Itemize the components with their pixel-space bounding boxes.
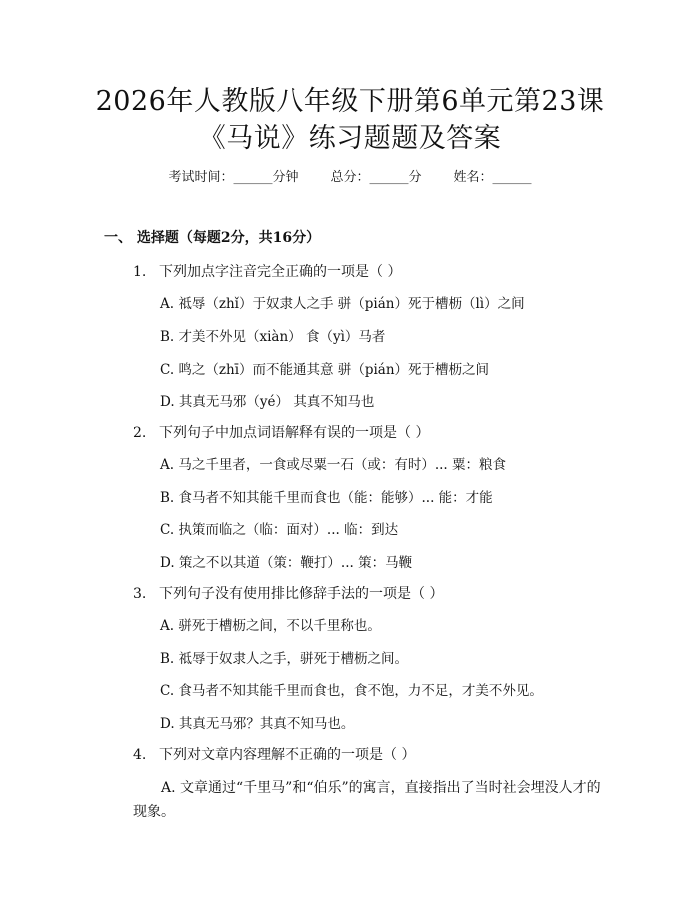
exam-name-field: 姓名：______: [453, 170, 532, 185]
question-number: 1.: [133, 264, 147, 280]
question-1-option-b: B. 才美不外见（xiàn） 食（yì）马者: [160, 329, 386, 345]
question-2-option-c: C. 执策而临之（临：面对）... 临：到达: [160, 522, 399, 538]
question-number: 3.: [133, 586, 147, 602]
document-title-line-1: 2026年人教版八年级下册第6单元第23课: [95, 86, 605, 117]
question-3-option-a: A. 骈死于槽枥之间，不以千里称也。: [160, 618, 381, 634]
question-1: [133, 262, 401, 282]
question-1-option-a: A. 祗辱（zhǐ）于奴隶人之手 骈（pián）死于槽枥（lì）之间: [160, 296, 525, 312]
question-number: 4.: [133, 747, 147, 763]
question-number: 2.: [133, 425, 147, 441]
question-text: 下列对文章内容理解不正确的一项是（ ）: [159, 747, 416, 763]
question-3-option-b: B. 祗辱于奴隶人之手，骈死于槽枥之间。: [160, 651, 409, 667]
question-3: [133, 584, 443, 604]
question-2-option-b: B. 食马者不知其能千里而食也（能：能够）... 能：才能: [160, 490, 493, 506]
exam-time-field: 考试时间：______分钟: [168, 170, 299, 185]
question-2: [133, 423, 429, 443]
exam-score-field: 总分：______分: [330, 170, 422, 185]
question-4: [133, 745, 415, 765]
question-1-option-c: C. 鸣之（zhī）而不能通其意 骈（pián）死于槽枥之间: [160, 362, 490, 378]
section-heading: 一、 选择题（每题2分，共16分）: [104, 230, 321, 246]
exam-meta: [0, 168, 700, 188]
question-2-option-a: A. 马之千里者，一食或尽粟一石（或：有时）... 粟：粮食: [160, 457, 506, 473]
question-4-option-a: A. 文章通过“千里马”和“伯乐”的寓言，直接指出了当时社会埋没人才的现象。: [133, 780, 601, 820]
document-title-line-2: 《马说》练习题题及答案: [198, 123, 502, 154]
question-text: 下列句子没有使用排比修辞手法的一项是（ ）: [159, 586, 444, 602]
question-text: 下列句子中加点词语解释有误的一项是（ ）: [159, 425, 430, 441]
question-3-option-c: C. 食马者不知其能千里而食也，食不饱，力不足，才美不外见。: [160, 683, 543, 699]
question-3-option-d: D. 其真无马邪？其真不知马也。: [160, 716, 355, 732]
question-text: 下列加点字注音完全正确的一项是（ ）: [159, 264, 402, 280]
question-2-option-d: D. 策之不以其道（策：鞭打）... 策：马鞭: [160, 555, 413, 571]
question-1-option-d: D. 其真无马邪（yé） 其真不知马也: [160, 394, 375, 410]
